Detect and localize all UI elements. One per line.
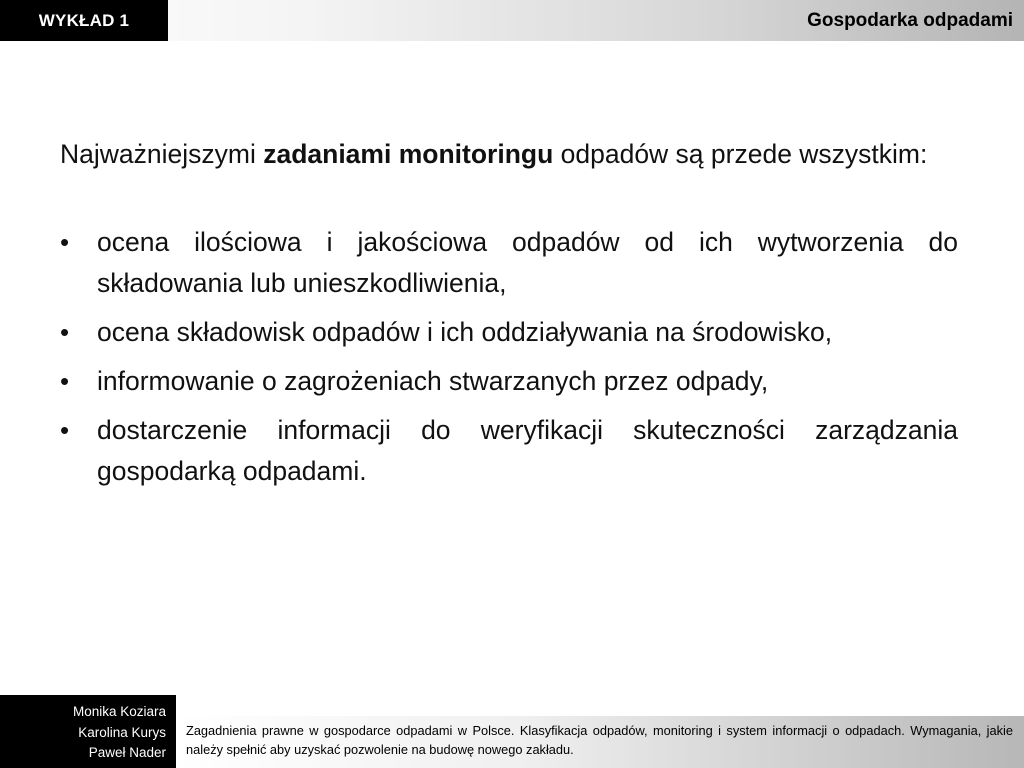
bullet-text: dostarczenie informacji do weryfikacji skuteczności zarządzania gospodarką odpadami. xyxy=(97,415,958,486)
author-name: Paweł Nader xyxy=(88,745,166,760)
bullet-icon: • xyxy=(60,415,70,445)
list-item xyxy=(60,312,958,353)
intro-text-bold: zadaniami monitoringu xyxy=(263,139,554,169)
author-name: Monika Koziara xyxy=(72,704,166,719)
list-item xyxy=(60,361,958,402)
slide-content xyxy=(60,134,958,500)
intro-text-after: odpadów są przede wszystkim: xyxy=(553,139,928,169)
author-name: Karolina Kurys xyxy=(78,724,166,740)
list-item xyxy=(60,222,958,304)
footer-description: Zagadnienia prawne w gospodarce odpadami w Polsce. Klasyfikacja odpadów, monitoring i system informacji o odpadach. Wymagania, jakie należy spełnić aby uzyskać pozwolenie na budowę nowego zakładu. xyxy=(176,716,1024,768)
bullet-icon: • xyxy=(60,227,70,257)
footer-authors xyxy=(0,695,176,768)
intro-paragraph xyxy=(60,134,958,175)
bullet-icon: • xyxy=(60,366,70,396)
bullet-text: ocena składowisk odpadów i ich oddziaływania na środowisko, xyxy=(97,317,833,347)
slide-title: Gospodarka odpadami xyxy=(807,10,1013,31)
lecture-label: WYKŁAD 1 xyxy=(0,0,168,41)
list-item xyxy=(60,410,958,492)
bullet-icon: • xyxy=(60,317,70,347)
intro-text-before: Najważniejszymi xyxy=(60,139,264,169)
bullet-text: ocena ilościowa i jakościowa odpadów od ich wytworzenia do składowania lub unieszkodliwienia, xyxy=(97,227,958,298)
bullet-list xyxy=(60,222,958,492)
header-bar xyxy=(0,0,1024,41)
bullet-text: informowanie o zagrożeniach stwarzanych przez odpady, xyxy=(97,366,769,396)
